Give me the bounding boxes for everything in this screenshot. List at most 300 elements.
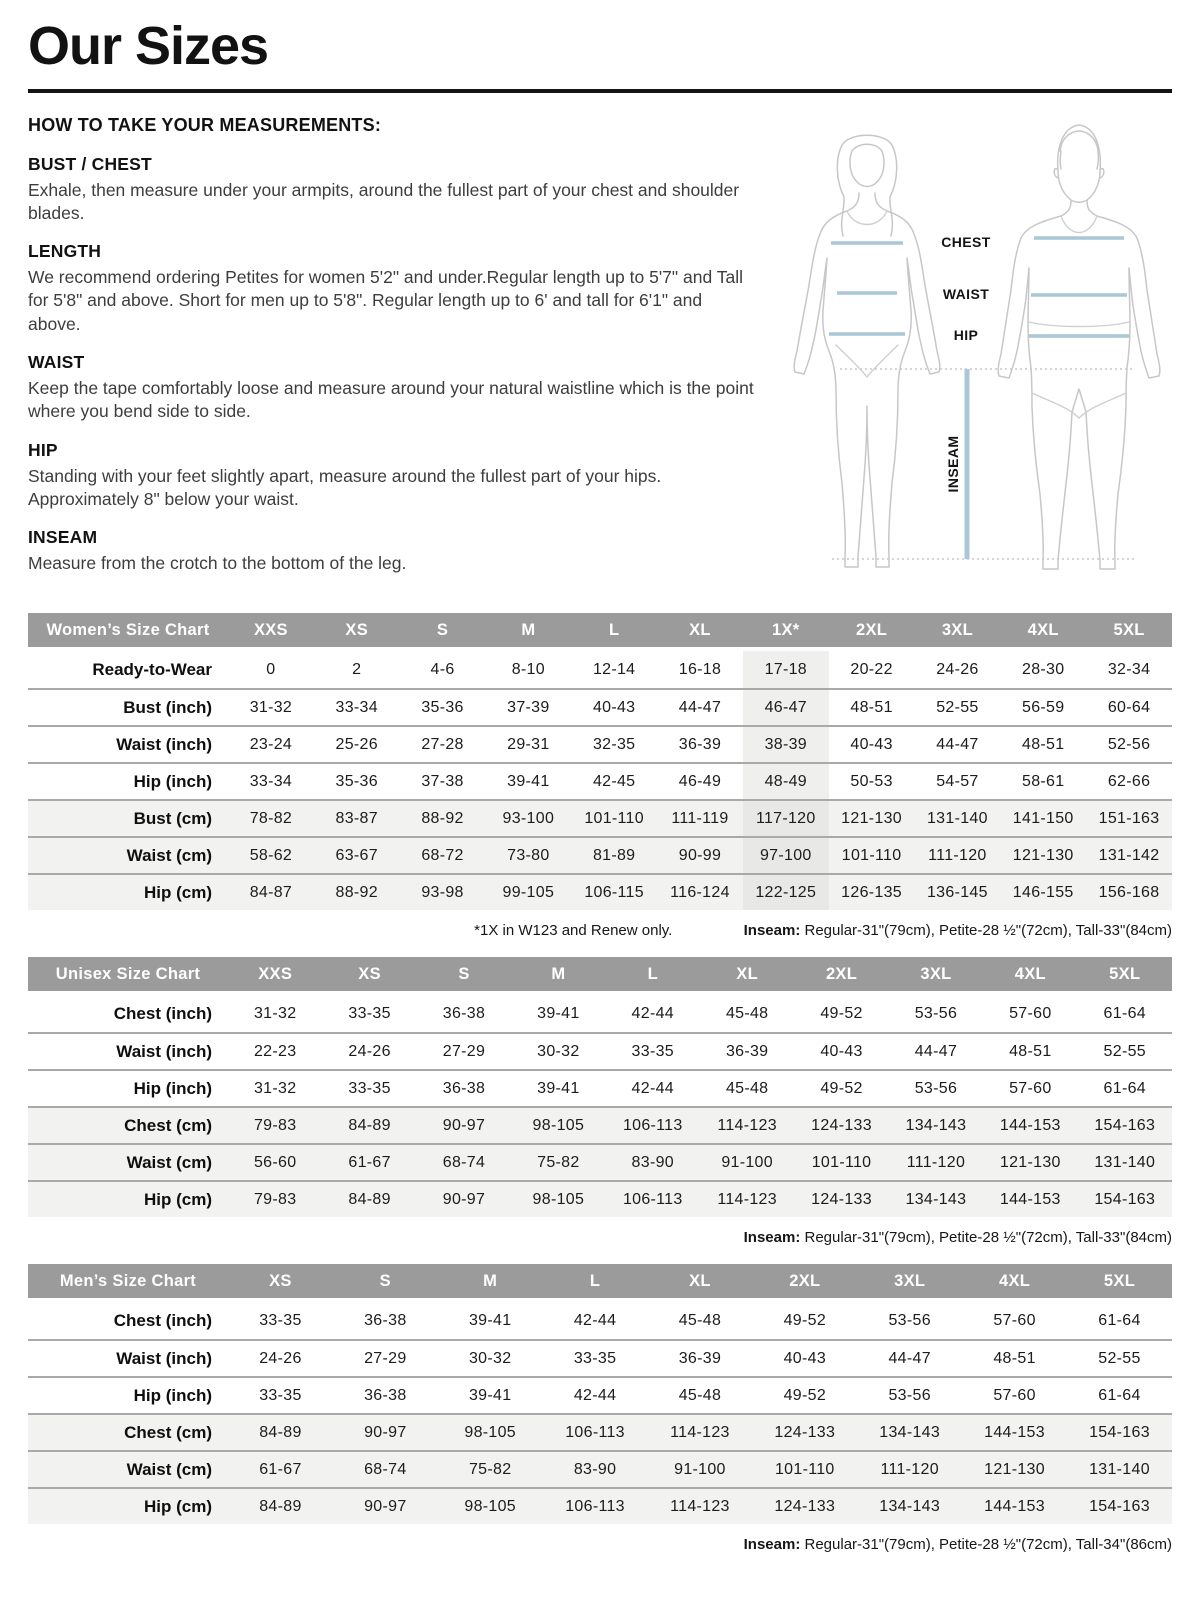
size-column-header: M [485, 613, 571, 651]
instruction-inseam [28, 527, 756, 575]
size-cell: 24-26 [322, 1032, 416, 1069]
size-cell: 12-14 [592, 660, 636, 678]
size-cell: 52-55 [1067, 1339, 1172, 1376]
instruction-waist [28, 352, 756, 424]
size-cell: 39-41 [485, 762, 571, 799]
size-cell: 31-32 [228, 1069, 322, 1106]
row-label: Hip (inch) [28, 1069, 228, 1106]
size-column-header: 4XL [983, 957, 1077, 995]
size-cell: 121-130 [829, 799, 915, 836]
size-cell: 49-52 [794, 1069, 888, 1106]
size-cell: 144-153 [983, 1180, 1077, 1217]
unisex-size-chart-table [28, 957, 1172, 1217]
size-column-header: L [606, 957, 700, 995]
size-cell: 154-163 [1067, 1487, 1172, 1524]
size-cell: 32-35 [571, 725, 657, 762]
size-cell: 79-83 [228, 1180, 322, 1217]
hip-label: HIP [953, 326, 979, 343]
unisex-inseam-note [744, 1229, 1172, 1246]
womens-size-chart-table [28, 613, 1172, 910]
size-cell: 39-41 [468, 1311, 512, 1329]
size-cell: 98-105 [511, 1106, 605, 1143]
size-cell: 84-89 [228, 1413, 333, 1450]
size-cell: 61-64 [1078, 1069, 1172, 1106]
size-column-header: S [400, 613, 486, 651]
size-cell: 144-153 [983, 1106, 1077, 1143]
size-cell: 134-143 [857, 1487, 962, 1524]
size-cell: 35-36 [314, 762, 400, 799]
size-cell: 53-56 [857, 1376, 962, 1413]
size-cell: 124-133 [794, 1106, 888, 1143]
size-cell: 61-64 [1098, 1311, 1141, 1329]
size-cell: 134-143 [857, 1413, 962, 1450]
size-cell: 75-82 [511, 1143, 605, 1180]
size-cell: 36-39 [648, 1339, 753, 1376]
table-header-row [28, 957, 1172, 995]
size-cell: 111-120 [915, 836, 1001, 873]
size-column-header: 2XL [829, 613, 915, 651]
size-cell: 84-89 [322, 1180, 416, 1217]
size-cell: 83-90 [543, 1450, 648, 1487]
size-cell: 28-30 [1022, 660, 1065, 678]
table-title: Men’s Size Chart [28, 1264, 228, 1302]
size-cell: 33-34 [314, 688, 400, 725]
size-cell: 53-56 [889, 1069, 983, 1106]
size-cell: 63-67 [314, 836, 400, 873]
table-row [28, 762, 1172, 799]
row-label: Chest (inch) [113, 1003, 212, 1023]
size-column-header: 3XL [889, 957, 983, 995]
row-label: Chest (inch) [113, 1310, 212, 1330]
table-row [28, 688, 1172, 725]
size-cell: 61-67 [322, 1143, 416, 1180]
size-cell: 101-110 [752, 1450, 857, 1487]
table-row [28, 799, 1172, 836]
size-cell: 42-44 [631, 1004, 674, 1022]
size-cell: 98-105 [438, 1487, 543, 1524]
inseam-note-text: Regular-31"(79cm), Petite-28 ½"(72cm), Tall-33"(84cm) [800, 922, 1172, 940]
table-row [28, 1032, 1172, 1069]
size-cell: 78-82 [228, 799, 314, 836]
size-cell: 58-61 [1000, 762, 1086, 799]
size-cell: 144-153 [962, 1413, 1067, 1450]
table-row [28, 873, 1172, 910]
size-cell: 23-24 [228, 725, 314, 762]
size-cell: 33-35 [228, 1376, 333, 1413]
size-cell: 49-52 [752, 1376, 857, 1413]
row-label: Bust (cm) [28, 799, 228, 836]
size-cell: 0 [266, 660, 276, 678]
size-cell: 131-142 [1086, 836, 1172, 873]
size-cell: 111-120 [857, 1450, 962, 1487]
size-cell: 93-98 [400, 873, 486, 910]
size-column-header: 5XL [1078, 957, 1172, 995]
size-cell: 57-60 [1009, 1004, 1052, 1022]
size-cell: 124-133 [752, 1487, 857, 1524]
size-cell: 22-23 [228, 1032, 322, 1069]
table-title: Unisex Size Chart [28, 957, 228, 995]
table-row [28, 995, 1172, 1032]
size-cell: 146-155 [1000, 873, 1086, 910]
size-cell: 144-153 [962, 1487, 1067, 1524]
size-cell: 52-55 [915, 688, 1001, 725]
size-cell: 124-133 [794, 1180, 888, 1217]
size-cell: 17-18 [743, 651, 829, 688]
size-cell: 68-74 [417, 1143, 511, 1180]
inseam-note-label: Inseam: [743, 922, 801, 940]
row-label: Waist (inch) [28, 1032, 228, 1069]
waist-label: WAIST [942, 285, 990, 302]
size-cell: 131-140 [1078, 1143, 1172, 1180]
size-cell: 106-113 [543, 1413, 648, 1450]
size-column-header: 2XL [752, 1264, 857, 1302]
size-cell: 46-49 [657, 762, 743, 799]
table-row [28, 1376, 1172, 1413]
table-row [28, 651, 1172, 688]
page-title: Our Sizes [28, 16, 269, 76]
inseam-label: INSEAM [945, 435, 961, 493]
row-label: Ready-to-Wear [92, 659, 212, 679]
size-cell: 27-29 [417, 1032, 511, 1069]
size-cell: 42-44 [606, 1069, 700, 1106]
body-figures-illustration [774, 107, 1172, 582]
size-cell: 68-74 [333, 1450, 438, 1487]
size-cell: 25-26 [314, 725, 400, 762]
size-cell: 117-120 [743, 799, 829, 836]
size-cell: 68-72 [400, 836, 486, 873]
size-cell: 48-51 [983, 1032, 1077, 1069]
man-shorts-line [1032, 393, 1126, 418]
size-column-header: XL [657, 613, 743, 651]
size-cell: 81-89 [571, 836, 657, 873]
instruction-heading: WAIST [28, 352, 85, 373]
row-label: Bust (inch) [28, 688, 228, 725]
size-cell: 60-64 [1086, 688, 1172, 725]
size-cell: 134-143 [889, 1180, 983, 1217]
size-cell: 156-168 [1086, 873, 1172, 910]
size-cell: 83-87 [314, 799, 400, 836]
man-tank-neckline [1061, 216, 1097, 233]
size-cell: 79-83 [228, 1106, 322, 1143]
size-cell: 45-48 [725, 1004, 769, 1022]
size-cell: 30-32 [438, 1339, 543, 1376]
instruction-body: Standing with your feet slightly apart, measure around the fullest part of your hips. Approximately 8" below your waist. [28, 465, 662, 509]
size-cell: 42-44 [543, 1376, 648, 1413]
size-cell: 136-145 [915, 873, 1001, 910]
table-row [28, 1413, 1172, 1450]
size-cell: 46-47 [743, 688, 829, 725]
row-label: Waist (cm) [28, 1143, 228, 1180]
size-cell: 29-31 [485, 725, 571, 762]
inseam-note-text: Regular-31"(79cm), Petite-28 ½"(72cm), Tall-33"(84cm) [800, 1229, 1172, 1247]
size-cell: 134-143 [889, 1106, 983, 1143]
size-cell: 122-125 [743, 873, 829, 910]
row-label: Hip (inch) [28, 762, 228, 799]
size-cell: 98-105 [511, 1180, 605, 1217]
size-cell: 50-53 [829, 762, 915, 799]
size-cell: 33-35 [322, 1069, 416, 1106]
womens-inseam-note [744, 922, 1172, 939]
size-cell: 44-47 [857, 1339, 962, 1376]
size-column-header: M [438, 1264, 543, 1302]
size-cell: 32-34 [1107, 660, 1151, 678]
size-cell: 37-39 [485, 688, 571, 725]
size-cell: 39-41 [511, 1069, 605, 1106]
size-cell: 106-113 [543, 1487, 648, 1524]
size-cell: 131-140 [1067, 1450, 1172, 1487]
size-cell: 116-124 [657, 873, 743, 910]
size-cell: 48-49 [743, 762, 829, 799]
size-column-header: 4XL [962, 1264, 1067, 1302]
size-cell: 33-35 [348, 1004, 391, 1022]
size-column-header: M [511, 957, 605, 995]
size-cell: 44-47 [657, 688, 743, 725]
size-cell: 99-105 [485, 873, 571, 910]
size-cell: 33-35 [543, 1339, 648, 1376]
size-cell: 44-47 [915, 725, 1001, 762]
size-cell: 61-64 [1103, 1004, 1146, 1022]
table-row [28, 725, 1172, 762]
size-cell: 114-123 [700, 1106, 794, 1143]
size-cell: 45-48 [678, 1311, 722, 1329]
size-column-header: S [417, 957, 511, 995]
row-label: Hip (cm) [28, 873, 228, 910]
size-column-header: XXS [228, 957, 322, 995]
size-cell: 106-113 [606, 1106, 700, 1143]
size-cell: 42-45 [571, 762, 657, 799]
table-row [28, 1069, 1172, 1106]
size-cell: 36-38 [442, 1004, 486, 1022]
size-cell: 31-32 [253, 1004, 297, 1022]
size-cell: 35-36 [400, 688, 486, 725]
instruction-body: Measure from the crotch to the bottom of the leg. [28, 553, 407, 574]
size-cell: 48-51 [1000, 725, 1086, 762]
size-cell: 57-60 [993, 1311, 1036, 1329]
row-label: Waist (inch) [28, 1339, 228, 1376]
size-column-header: 3XL [857, 1264, 962, 1302]
size-cell: 141-150 [1000, 799, 1086, 836]
size-cell: 57-60 [983, 1069, 1077, 1106]
size-cell: 84-89 [322, 1106, 416, 1143]
size-cell: 40-43 [571, 688, 657, 725]
size-cell: 2 [352, 660, 362, 678]
size-cell: 151-163 [1086, 799, 1172, 836]
size-column-header: L [571, 613, 657, 651]
womens-size-chart-section [28, 613, 1172, 939]
size-cell: 52-55 [1078, 1032, 1172, 1069]
instruction-heading: HIP [28, 439, 58, 460]
measurement-section [28, 111, 1172, 592]
size-cell: 20-22 [850, 660, 893, 678]
woman-bikini-line [836, 345, 898, 377]
size-cell: 48-51 [829, 688, 915, 725]
size-cell: 44-47 [889, 1032, 983, 1069]
measurement-instructions [28, 111, 756, 592]
size-cell: 111-120 [889, 1143, 983, 1180]
size-cell: 84-87 [228, 873, 314, 910]
size-cell: 33-35 [606, 1032, 700, 1069]
inseam-note-label: Inseam: [743, 1536, 801, 1554]
measurement-diagram [774, 107, 1172, 587]
size-cell: 52-56 [1086, 725, 1172, 762]
size-cell: 101-110 [571, 799, 657, 836]
size-cell: 24-26 [936, 660, 979, 678]
size-column-header: XXS [228, 613, 314, 651]
table-row [28, 1143, 1172, 1180]
size-cell: 39-41 [438, 1376, 543, 1413]
size-cell: 45-48 [700, 1069, 794, 1106]
size-cell: 36-38 [333, 1376, 438, 1413]
instruction-bust-chest [28, 154, 756, 226]
size-cell: 90-97 [333, 1413, 438, 1450]
size-cell: 49-52 [820, 1004, 863, 1022]
size-cell: 49-52 [783, 1311, 827, 1329]
row-label: Waist (cm) [28, 836, 228, 873]
table-row [28, 1302, 1172, 1339]
size-column-header: 3XL [915, 613, 1001, 651]
size-cell: 101-110 [829, 836, 915, 873]
table-title: Women’s Size Chart [28, 613, 228, 651]
size-cell: 39-41 [537, 1004, 580, 1022]
table-row [28, 1450, 1172, 1487]
instruction-length [28, 241, 756, 336]
table-header-row [28, 1264, 1172, 1302]
size-cell: 121-130 [1000, 836, 1086, 873]
size-cell: 45-48 [648, 1376, 753, 1413]
size-cell: 121-130 [983, 1143, 1077, 1180]
size-cell: 42-44 [573, 1311, 617, 1329]
size-cell: 90-97 [417, 1106, 511, 1143]
womens-chart-footnotes [28, 922, 1172, 939]
inseam-note-text: Regular-31"(79cm), Petite-28 ½"(72cm), Tall-34"(86cm) [800, 1536, 1172, 1554]
size-column-header: XS [322, 957, 416, 995]
size-column-header: XL [700, 957, 794, 995]
instruction-hip [28, 440, 756, 512]
size-cell: 75-82 [438, 1450, 543, 1487]
table-row [28, 1487, 1172, 1524]
mens-size-chart-table [28, 1264, 1172, 1524]
instruction-heading: LENGTH [28, 241, 102, 262]
row-label: Chest (cm) [28, 1106, 228, 1143]
size-cell: 97-100 [743, 836, 829, 873]
size-cell: 88-92 [314, 873, 400, 910]
unisex-chart-footnotes [28, 1229, 1172, 1246]
size-cell: 121-130 [962, 1450, 1067, 1487]
row-label: Waist (cm) [28, 1450, 228, 1487]
size-cell: 126-135 [829, 873, 915, 910]
size-cell: 124-133 [752, 1413, 857, 1450]
size-cell: 83-90 [606, 1143, 700, 1180]
row-label: Hip (cm) [28, 1487, 228, 1524]
size-cell: 40-43 [752, 1339, 857, 1376]
size-cell: 154-163 [1078, 1106, 1172, 1143]
title-divider [28, 89, 1172, 93]
size-cell: 91-100 [648, 1450, 753, 1487]
size-cell: 31-32 [228, 688, 314, 725]
size-column-header: 2XL [794, 957, 888, 995]
size-cell: 106-113 [606, 1180, 700, 1217]
woman-figure [794, 135, 940, 567]
size-cell: 111-119 [657, 799, 743, 836]
size-cell: 88-92 [400, 799, 486, 836]
size-cell: 114-123 [648, 1413, 753, 1450]
size-cell: 106-115 [571, 873, 657, 910]
size-cell: 93-100 [485, 799, 571, 836]
size-cell: 73-80 [485, 836, 571, 873]
size-cell: 33-35 [259, 1311, 302, 1329]
size-cell: 27-29 [333, 1339, 438, 1376]
size-cell: 154-163 [1078, 1180, 1172, 1217]
size-column-header: L [543, 1264, 648, 1302]
size-cell: 61-67 [228, 1450, 333, 1487]
size-cell: 114-123 [648, 1487, 753, 1524]
size-cell: 36-39 [700, 1032, 794, 1069]
table-row [28, 1180, 1172, 1217]
size-cell: 90-99 [657, 836, 743, 873]
size-cell: 37-38 [400, 762, 486, 799]
size-cell: 154-163 [1067, 1413, 1172, 1450]
row-label: Hip (inch) [28, 1376, 228, 1413]
size-cell: 4-6 [430, 660, 455, 678]
size-cell: 84-89 [228, 1487, 333, 1524]
size-cell: 57-60 [962, 1376, 1067, 1413]
size-cell: 8-10 [511, 660, 545, 678]
size-cell: 54-57 [915, 762, 1001, 799]
size-cell: 62-66 [1086, 762, 1172, 799]
unisex-size-chart-section [28, 957, 1172, 1246]
mens-chart-footnotes [28, 1536, 1172, 1553]
size-cell: 90-97 [333, 1487, 438, 1524]
row-label: Chest (cm) [28, 1413, 228, 1450]
size-cell: 90-97 [417, 1180, 511, 1217]
size-cell: 33-34 [228, 762, 314, 799]
size-cell: 48-51 [962, 1339, 1067, 1376]
table-row [28, 836, 1172, 873]
size-cell: 36-38 [364, 1311, 407, 1329]
size-column-header: XS [228, 1264, 333, 1302]
size-cell: 40-43 [829, 725, 915, 762]
size-cell: 24-26 [228, 1339, 333, 1376]
table-row [28, 1106, 1172, 1143]
size-cell: 61-64 [1067, 1376, 1172, 1413]
row-label: Hip (cm) [28, 1180, 228, 1217]
instruction-heading: BUST / CHEST [28, 153, 152, 174]
inseam-note-label: Inseam: [743, 1229, 801, 1247]
size-column-header: S [333, 1264, 438, 1302]
size-cell: 30-32 [511, 1032, 605, 1069]
row-label: Waist (inch) [28, 725, 228, 762]
1x-footnote: *1X in W123 and Renew only. [474, 922, 673, 940]
man-figure [998, 125, 1160, 569]
size-column-header: 4XL [1000, 613, 1086, 651]
size-column-header: XS [314, 613, 400, 651]
size-cell: 101-110 [794, 1143, 888, 1180]
size-cell: 27-28 [400, 725, 486, 762]
size-cell: 40-43 [794, 1032, 888, 1069]
woman-top-neckline [847, 211, 887, 225]
size-column-header: 1X* [743, 613, 829, 651]
size-cell: 56-59 [1000, 688, 1086, 725]
instruction-body: We recommend ordering Petites for women 5'2" and under.Regular length up to 5'7" and Tall for 5'8" and above. Short for men up to 5'8". Regular length up to 6' and tall for 6'1" and above. [28, 267, 743, 334]
size-cell: 53-56 [914, 1004, 958, 1022]
size-cell: 36-39 [657, 725, 743, 762]
size-column-header: XL [648, 1264, 753, 1302]
man-tank-hem [1029, 322, 1129, 327]
size-cell: 98-105 [438, 1413, 543, 1450]
size-cell: 16-18 [678, 660, 722, 678]
how-to-heading: HOW TO TAKE YOUR MEASUREMENTS: [28, 114, 382, 135]
instruction-body: Exhale, then measure under your armpits, around the fullest part of your chest and shoulder blades. [28, 179, 740, 223]
